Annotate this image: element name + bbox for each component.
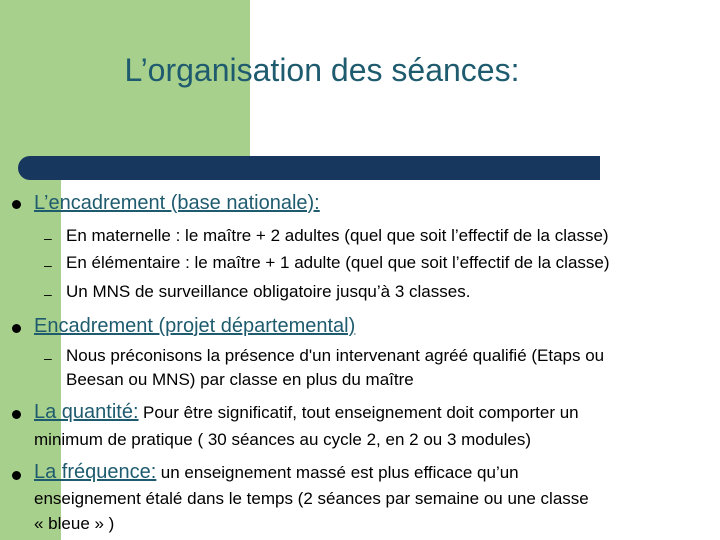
bullet-text-quantite-line1: Pour être significatif, tout enseignement doit comporter un	[142, 403, 579, 422]
sub-item-intervenant-line1: Nous préconisons la présence d'un intervenant agréé qualifié (Etaps ou	[66, 346, 605, 365]
slide-title: L’organisation des séances:	[124, 52, 520, 88]
bullet-dot	[12, 200, 21, 209]
sub-dash: –	[44, 230, 52, 246]
bullet-text-quantite-line2: minimum de pratique ( 30 séances au cycle 2, en 2 ou 3 modules)	[34, 430, 532, 449]
bullet-dot	[12, 324, 21, 333]
sub-dash: –	[44, 286, 52, 302]
bullet-dot	[12, 471, 21, 480]
bullet-heading-frequence: La fréquence:	[34, 461, 157, 483]
sub-item-maternelle: En maternelle : le maître + 2 adultes (quel que soit l’effectif de la classe)	[66, 226, 609, 245]
bullet-heading-encadrement-national: L’encadrement (base nationale):	[34, 192, 320, 214]
title-underline-bar	[18, 156, 600, 180]
sub-item-elementaire: En élémentaire : le maître + 1 adulte (quel que soit l’effectif de la classe)	[66, 253, 610, 272]
bullet-heading-encadrement-departemental: Encadrement (projet départemental)	[34, 315, 356, 337]
bullet-dot	[12, 410, 21, 419]
bullet-text-frequence-line2: enseignement étalé dans le temps (2 séances par semaine ou une classe	[34, 489, 589, 508]
bullet-text-frequence-line3: « bleue » )	[34, 514, 115, 533]
sub-item-intervenant-line2: Beesan ou MNS) par classe en plus du maître	[66, 370, 414, 389]
sub-item-mns: Un MNS de surveillance obligatoire jusqu’à 3 classes.	[66, 282, 471, 301]
bullet-frequence	[34, 461, 519, 484]
sub-dash: –	[44, 350, 52, 366]
sub-dash: –	[44, 257, 52, 273]
bullet-heading-quantite: La quantité:	[34, 401, 139, 423]
bullet-text-frequence-line1: un enseignement massé est plus efficace qu’un	[160, 463, 519, 482]
bullet-quantite	[34, 401, 579, 424]
